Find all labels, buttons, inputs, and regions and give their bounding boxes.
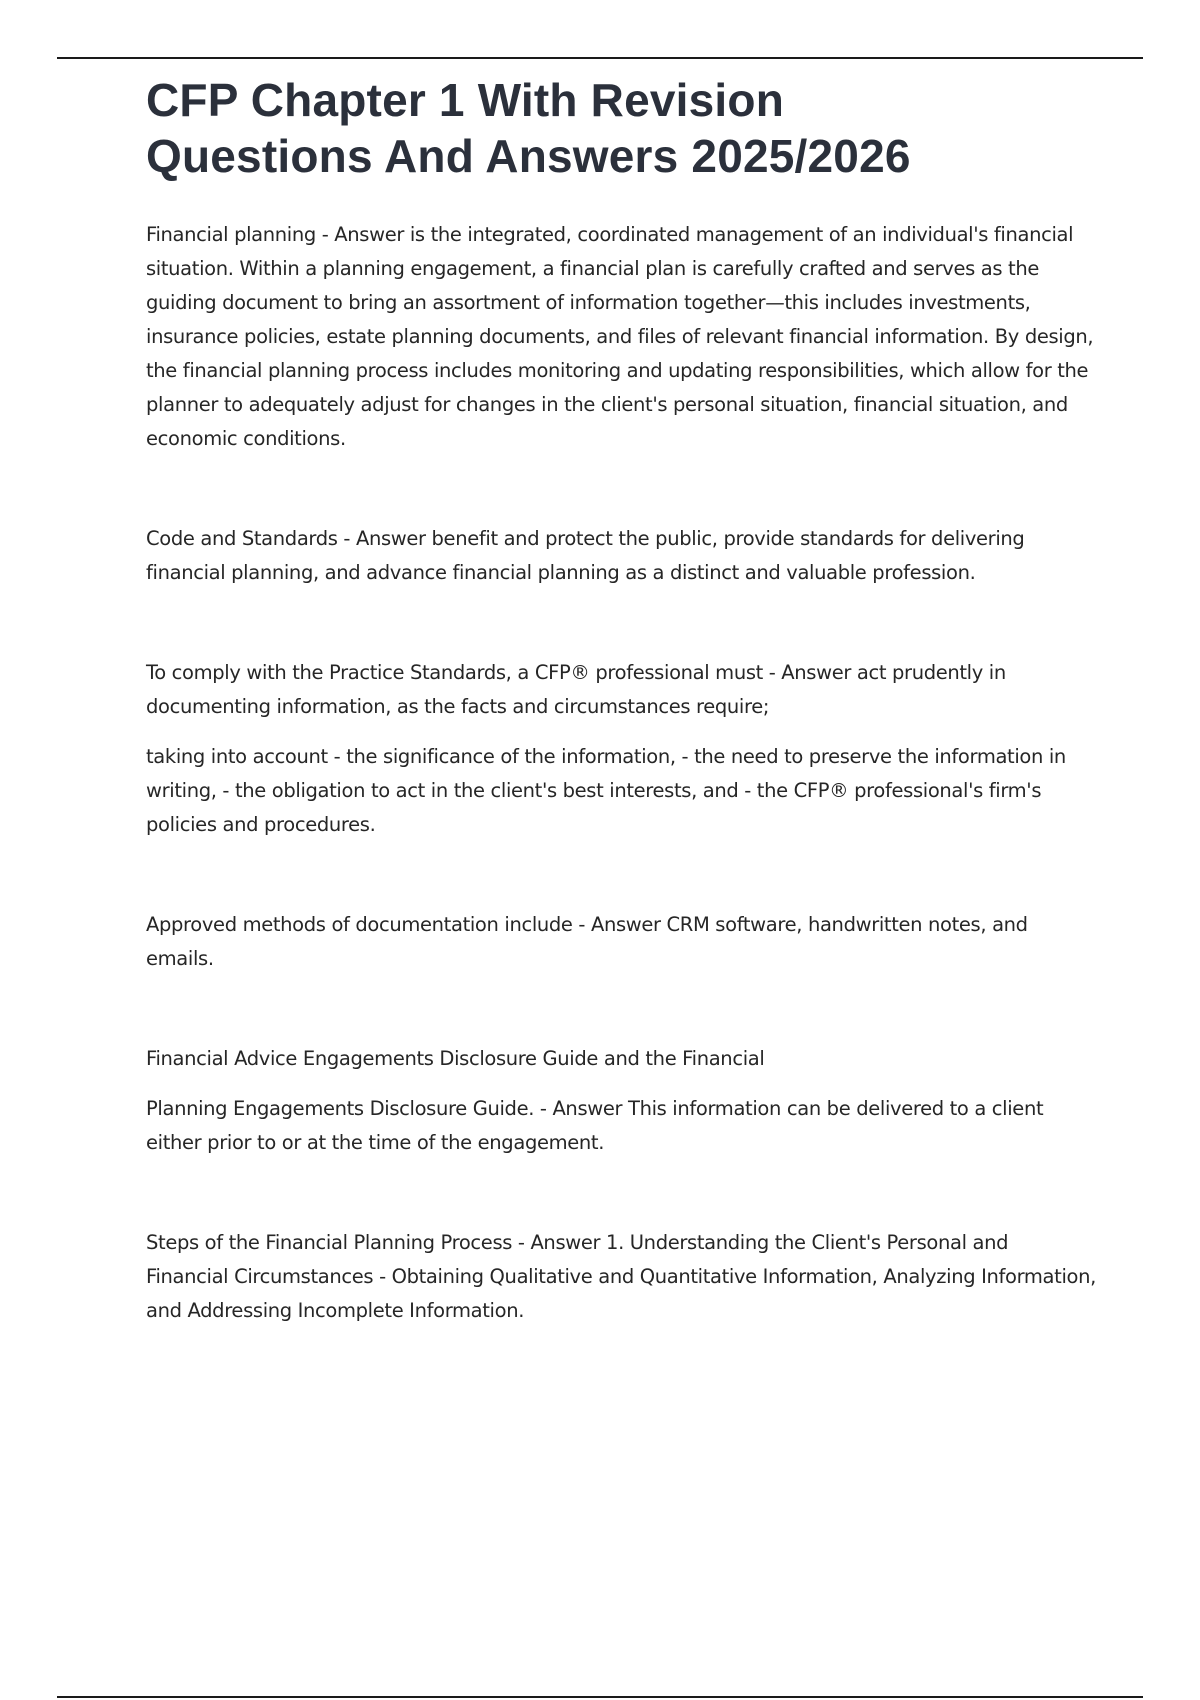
title-line-2: Questions And Answers 2025/2026: [146, 130, 911, 182]
qa-code-and-standards: Code and Standards - Answer benefit and protect the public, provide standards for delivering financial planning, and advance financial planning as a distinct and valuable profession.: [146, 527, 1025, 584]
qa-practice-standards: To comply with the Practice Standards, a CFP® professional must - Answer act prudently in documenting information, as the facts and circumstances require;: [146, 661, 1006, 718]
qa-disclosure-guide-question: Financial Advice Engagements Disclosure Guide and the Financial: [146, 1047, 765, 1070]
bottom-rule: [57, 1696, 1143, 1698]
qa-disclosure-guide-answer: Planning Engagements Disclosure Guide. - Answer This information can be delivered to a client either prior to or at the time of the engagement.: [146, 1097, 1044, 1154]
top-rule: [57, 57, 1143, 59]
qa-practice-standards-continued: taking into account - the significance of the information, - the need to preserve the information in writing, - the obligation to act in the client's best interests, and - the CFP® professional's firm's policies and procedures.: [146, 745, 1066, 836]
qa-planning-process-steps: Steps of the Financial Planning Process - Answer 1. Understanding the Client's Personal and Financial Circumstances - Obtaining Qualitative and Quantitative Information, Analyzing Information, and Addressing Incomplete Information.: [146, 1231, 1096, 1322]
qa-financial-planning: Financial planning - Answer is the integrated, coordinated management of an individual's financial situation. Within a planning engagement, a financial plan is carefully crafted and serves as the guiding document to bring an assortment of information together—this includes investments, insurance policies, estate planning documents, and files of relevant financial information. By design, the financial planning process includes monitoring and updating responsibilities, which allow for the planner to adequately adjust for changes in the client's personal situation, financial situation, and economic conditions.: [146, 223, 1094, 450]
document-body: [146, 72, 1096, 1328]
document-title: [146, 72, 1096, 184]
title-line-1: CFP Chapter 1 With Revision: [146, 74, 785, 126]
qa-documentation-methods: Approved methods of documentation include - Answer CRM software, handwritten notes, and emails.: [146, 913, 1028, 970]
